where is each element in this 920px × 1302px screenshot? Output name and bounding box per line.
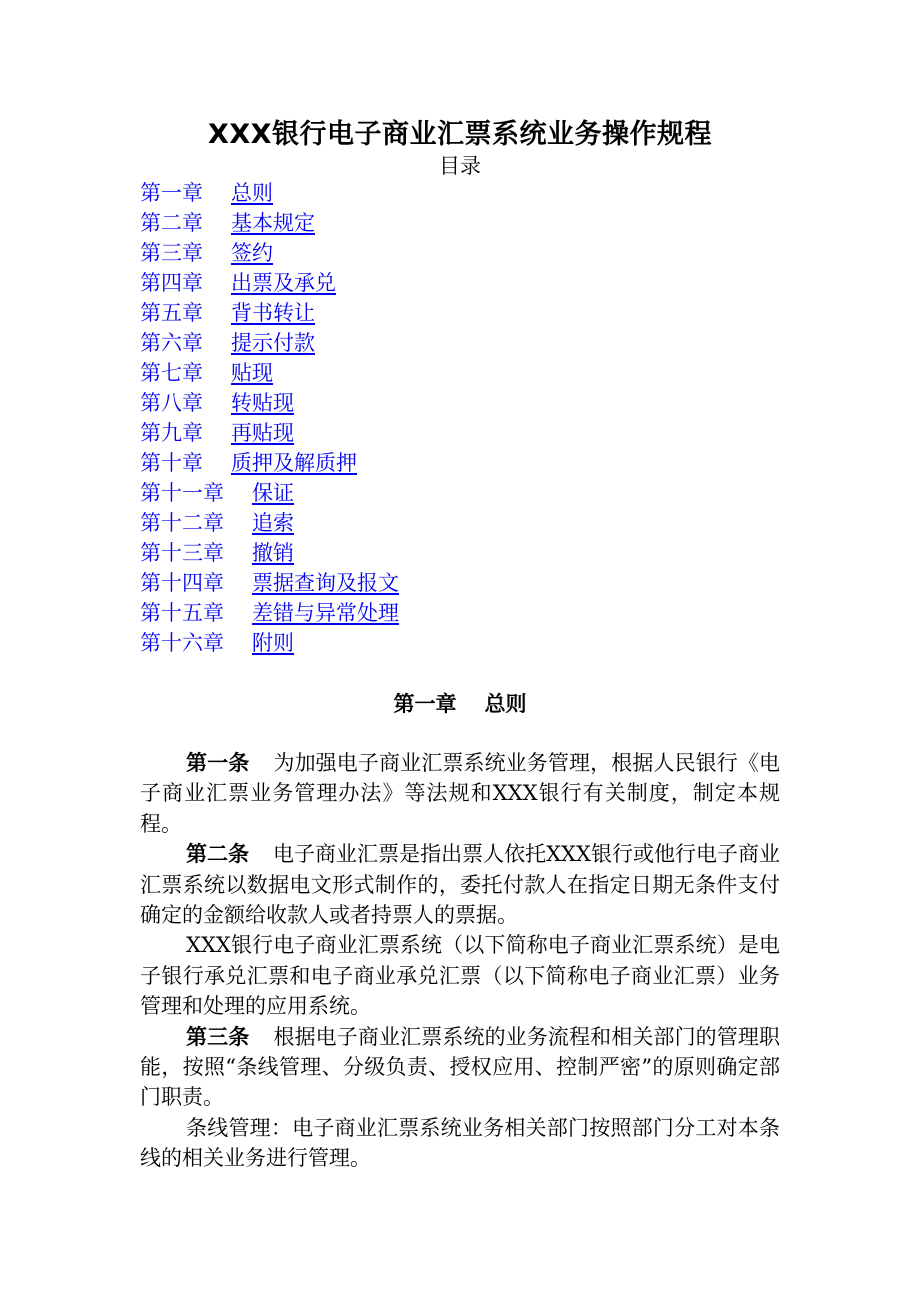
toc-link-chapter-3[interactable] — [140, 241, 273, 265]
toc-link-chapter-9[interactable] — [140, 421, 294, 445]
toc-item — [140, 598, 399, 628]
toc-item — [140, 508, 399, 538]
toc-chapter-number: 第十一章 — [140, 481, 224, 505]
toc-chapter-number: 第十二章 — [140, 511, 224, 535]
toc-item — [140, 388, 399, 418]
toc-item — [140, 568, 399, 598]
body-paragraph — [140, 930, 780, 1021]
toc-chapter-name: 保证 — [252, 481, 294, 505]
article-text: 电子商业汇票是指出票人依托XXX银行或他行电子商业汇票系统以数据电文形式制作的，委托付款人在指定日期无条件支付确定的金额给收款人或者持票人的票据。 — [140, 842, 781, 928]
toc-item — [140, 358, 399, 388]
toc-chapter-name: 撤销 — [252, 541, 294, 565]
toc-chapter-name: 再贴现 — [231, 421, 294, 445]
toc-chapter-name: 转贴现 — [231, 391, 294, 415]
toc-heading: 目录 — [439, 154, 481, 178]
toc-chapter-number: 第六章 — [140, 331, 203, 355]
toc-item — [140, 328, 399, 358]
toc-chapter-name: 签约 — [231, 241, 273, 265]
toc-link-chapter-12[interactable] — [140, 511, 294, 535]
toc-link-chapter-11[interactable] — [140, 481, 294, 505]
toc-chapter-number: 第十三章 — [140, 541, 224, 565]
article-text: 根据电子商业汇票系统的业务流程和相关部门的管理职能，按照“条线管理、分级负责、授权应用、控制严密”的原则确定部门职责。 — [140, 1024, 781, 1110]
toc-chapter-number: 第十章 — [140, 451, 203, 475]
paragraph-text: XXX银行电子商业汇票系统（以下简称电子商业汇票系统）是电子银行承兑汇票和电子商业承兑汇票（以下简称电子商业汇票）业务管理和处理的应用系统。 — [140, 933, 780, 1019]
toc-chapter-number: 第一章 — [140, 181, 203, 205]
toc-chapter-name: 总则 — [231, 181, 273, 205]
toc-item — [140, 298, 399, 328]
toc-chapter-name: 提示付款 — [231, 331, 315, 355]
toc-link-chapter-13[interactable] — [140, 541, 294, 565]
toc-chapter-number: 第七章 — [140, 361, 203, 385]
toc-item — [140, 448, 399, 478]
document-title: XXX银行电子商业汇票系统业务操作规程 — [208, 119, 712, 150]
toc-chapter-number: 第四章 — [140, 271, 203, 295]
toc-chapter-name: 出票及承兑 — [231, 271, 336, 295]
article-label: 第二条 — [186, 842, 250, 867]
toc-link-chapter-5[interactable] — [140, 301, 315, 325]
toc-chapter-number: 第十四章 — [140, 571, 224, 595]
toc-item — [140, 478, 399, 508]
article-text: 为加强电子商业汇票系统业务管理，根据人民银行《电子商业汇票业务管理办法》等法规和XXX银行有关制度，制定本规程。 — [140, 751, 781, 836]
toc-chapter-number: 第九章 — [140, 421, 203, 445]
toc-chapter-name: 背书转让 — [231, 301, 315, 325]
toc-chapter-number: 第二章 — [140, 211, 203, 235]
toc-item — [140, 268, 399, 298]
toc-item — [140, 418, 399, 448]
body-paragraph — [140, 1113, 780, 1174]
toc-link-chapter-1[interactable] — [140, 181, 273, 205]
toc-link-chapter-2[interactable] — [140, 211, 315, 235]
toc-chapter-number: 第十五章 — [140, 601, 224, 625]
toc-item — [140, 238, 399, 268]
toc-item — [140, 208, 399, 238]
section-chapter-number: 第一章 — [393, 692, 457, 716]
body-text — [140, 748, 780, 1174]
article-label: 第三条 — [186, 1024, 250, 1049]
toc-chapter-name: 附则 — [252, 631, 294, 655]
toc-link-chapter-14[interactable] — [140, 571, 399, 595]
toc-chapter-name: 贴现 — [231, 361, 273, 385]
toc-link-chapter-6[interactable] — [140, 331, 315, 355]
toc-chapter-name: 票据查询及报文 — [252, 571, 399, 595]
toc-chapter-number: 第八章 — [140, 391, 203, 415]
toc-chapter-number: 第十六章 — [140, 631, 224, 655]
toc-link-chapter-16[interactable] — [140, 631, 294, 655]
toc-link-chapter-7[interactable] — [140, 361, 273, 385]
paragraph-text: 条线管理：电子商业汇票系统业务相关部门按照部门分工对本条线的相关业务进行管理。 — [140, 1115, 780, 1171]
toc-item — [140, 538, 399, 568]
toc-link-chapter-15[interactable] — [140, 601, 399, 625]
toc-link-chapter-8[interactable] — [140, 391, 294, 415]
section-chapter-name: 总则 — [484, 692, 527, 716]
toc-chapter-name: 基本规定 — [231, 211, 315, 235]
article-paragraph — [140, 839, 780, 930]
toc-chapter-number: 第五章 — [140, 301, 203, 325]
article-paragraph — [140, 1022, 780, 1113]
toc-chapter-name: 质押及解质押 — [231, 451, 357, 475]
toc-chapter-name: 追索 — [252, 511, 294, 535]
toc-link-chapter-4[interactable] — [140, 271, 336, 295]
table-of-contents — [140, 178, 399, 658]
toc-item — [140, 628, 399, 658]
article-paragraph — [140, 748, 780, 839]
toc-chapter-number: 第三章 — [140, 241, 203, 265]
toc-item — [140, 178, 399, 208]
toc-link-chapter-10[interactable] — [140, 451, 357, 475]
toc-chapter-name: 差错与异常处理 — [252, 601, 399, 625]
article-label: 第一条 — [186, 751, 250, 775]
section-heading — [0, 688, 920, 718]
